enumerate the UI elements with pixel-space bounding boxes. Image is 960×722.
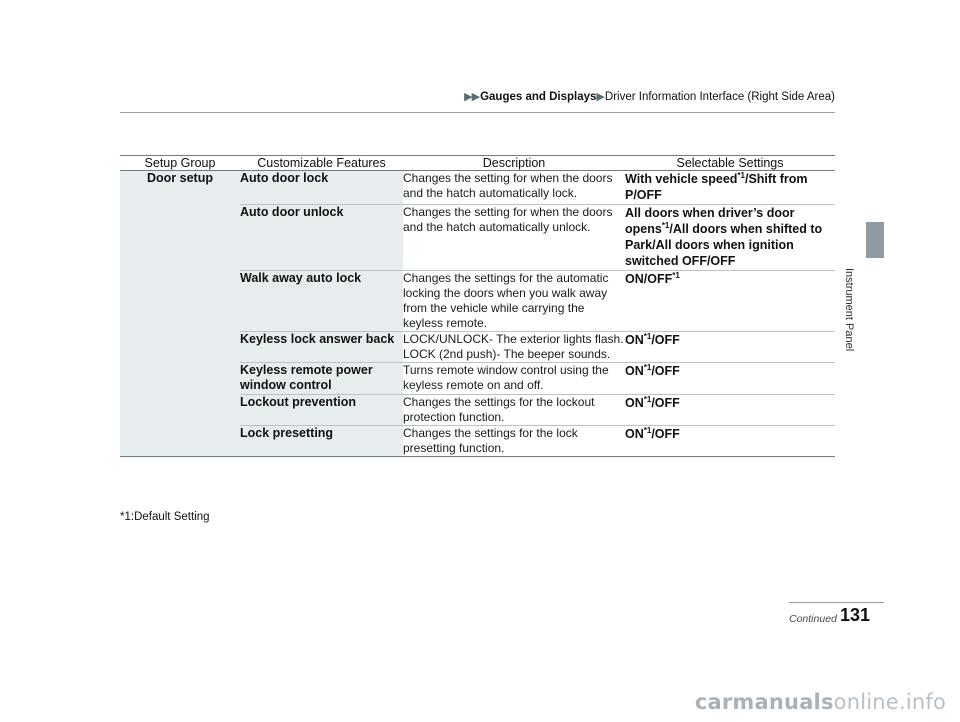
breadcrumb-separator-icon: ▶ (596, 91, 604, 103)
feature-name: Auto door unlock (240, 204, 403, 270)
feature-name: Lock presetting (240, 425, 403, 456)
footnote-marker: *1 (661, 220, 670, 230)
footnote-marker: *1 (643, 425, 652, 435)
footnote-marker: *1 (672, 270, 680, 280)
watermark (695, 690, 946, 714)
selectable-text: ON$^{*1}$/OFF (625, 425, 680, 441)
selectable-text: ON/OFF$^{*1}$ (625, 270, 680, 286)
section-tab-label: Instrument Panel (843, 268, 855, 352)
selectable-text: ON$^{*1}$/OFF (625, 331, 680, 347)
settings-table-container (120, 155, 835, 457)
footnote-marker: *1 (643, 331, 652, 341)
footnote-default-setting: *1:Default Setting (120, 511, 210, 523)
feature-selectable-settings (625, 331, 835, 362)
feature-name: Walk away auto lock (240, 270, 403, 331)
breadcrumb-item-driver-information-interface[interactable]: Driver Information Interface (Right Side Area) (604, 91, 835, 103)
feature-selectable-settings (625, 425, 835, 456)
feature-selectable-settings (625, 362, 835, 394)
footer-divider (789, 602, 884, 603)
breadcrumb-item-gauges-and-displays[interactable]: Gauges and Displays (480, 91, 597, 103)
breadcrumb-divider (120, 112, 835, 113)
feature-description: Changes the setting for when the doors and the hatch automatically unlock. (403, 204, 625, 270)
feature-description: Turns remote window control using the keyless remote on and off. (403, 362, 625, 394)
breadcrumb (120, 90, 835, 103)
footnote-marker: *1 (643, 362, 652, 372)
section-tab-marker (866, 222, 884, 258)
feature-description: LOCK/UNLOCK- The exterior lights flash. LOCK (2nd push)- The beeper sounds. (403, 331, 624, 361)
feature-selectable-settings (625, 270, 835, 331)
feature-description: Changes the settings for the lockout protection function. (403, 394, 625, 425)
breadcrumb-arrow-icon: ▶▶ (464, 91, 480, 103)
footnote-marker: *1 (643, 394, 652, 404)
watermark-part2: online (833, 690, 899, 714)
feature-description: Changes the setting for when the doors and the hatch automatically lock. (403, 171, 625, 205)
feature-selectable-settings (625, 171, 835, 205)
customizable-features-table (120, 155, 835, 457)
selectable-text: All doors when driver’s door opens$^{*1}$/All doors when shifted to Park/All doors when ignition switched OFF/OFF (625, 205, 823, 269)
feature-name: Keyless remote power window control (240, 362, 403, 394)
feature-selectable-settings (625, 204, 835, 270)
feature-description: Changes the settings for the lock presetting function. (403, 425, 625, 456)
feature-description: Changes the settings for the automatic locking the doors when you walk away from the vehicle while carrying the keyless remote. (403, 270, 625, 331)
selectable-text: ON$^{*1}$/OFF (625, 394, 680, 410)
watermark-part3: .info (898, 690, 946, 714)
column-header-description: Description (403, 156, 625, 171)
watermark-part1: carmanuals (694, 690, 834, 714)
feature-name: Lockout prevention (240, 394, 403, 425)
selectable-text: ON$^{*1}$/OFF (625, 362, 680, 378)
feature-selectable-settings (625, 394, 835, 425)
footnote-marker: *1 (737, 170, 745, 180)
column-header-selectable-settings: Selectable Settings (625, 156, 835, 171)
table-row (120, 171, 835, 205)
column-header-customizable-features: Customizable Features (240, 156, 403, 171)
page-number: 131 (840, 605, 871, 625)
feature-name: Auto door lock (240, 171, 403, 205)
selectable-text: With vehicle speed$^{*1}$/Shift from P/OFF (625, 170, 808, 203)
table-header-row (120, 156, 835, 171)
setup-group-door-setup: Door setup (120, 171, 240, 457)
column-header-setup-group: Setup Group (120, 156, 240, 171)
feature-name: Keyless lock answer back (240, 331, 403, 362)
continued-label: Continued (789, 613, 837, 625)
